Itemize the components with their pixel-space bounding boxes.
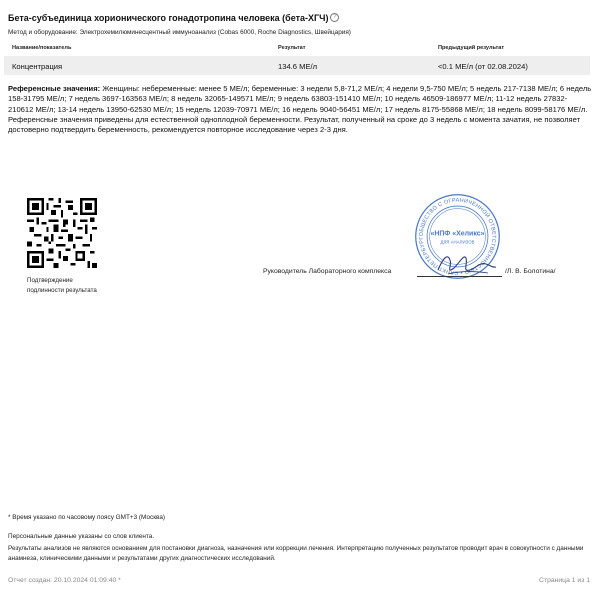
signer-name: /Л. В. Болотина/	[505, 268, 556, 275]
report-created: Отчет создан: 20.10.2024 01:09:40 *	[8, 577, 121, 584]
timezone-note: * Время указано по часовому поясу GMT+3 (Москва)	[8, 514, 166, 521]
qr-caption-line1: Подтверждение	[27, 277, 73, 284]
personal-data-note: Персональные данные указаны со слов клиента.	[8, 533, 155, 540]
help-icon[interactable]: ?	[330, 13, 339, 22]
qr-caption	[27, 276, 97, 295]
stamp-center-text: «НПФ «Хеликс»	[430, 230, 485, 238]
report-title-text: Бета-субъединица хорионического гонадотропина человека (бета-ХГЧ)	[8, 13, 329, 23]
signature-line	[417, 276, 502, 277]
table-row	[4, 56, 590, 75]
header-previous: Предыдущий результат	[438, 45, 505, 51]
signature-icon	[430, 248, 500, 278]
disclaimer: Результаты анализов не являются основанием для постановки диагноза, назначения или коррекции лечения. Интерпретацию полученных результатов проводит врач в совокупности с данными анамнеза, клиническими данными и результатами других диагностических исследований.	[8, 545, 584, 562]
stamp-outer-text: ОБЩЕСТВО С ОГРАНИЧЕННОЙ ОТВЕТСТВЕННОСТЬЮ • САНКТ-ПЕТЕРБУРГ	[418, 197, 497, 276]
signer-role: Руководитель Лабораторного комплекса	[263, 268, 392, 275]
row-result: 134.6 МЕ/л	[278, 62, 318, 71]
row-name: Концентрация	[12, 62, 63, 71]
method-info: Метод и оборудование: Электрохемилюминесцентный иммуноанализ (Cobas 6000, Roche Diagnostics, Швейцария)	[8, 29, 351, 36]
results-table-header	[8, 45, 590, 54]
reference-label: Референсные значения:	[8, 84, 101, 93]
stamp-center-sub: ДЛЯ АНАЛИЗОВ	[440, 239, 475, 245]
header-result: Результат	[278, 45, 306, 51]
reference-text: Женщины: небеременные: менее 5 МЕ/л; беременные: 3 недели 5,8-71,2 МЕ/л; 4 недели 9,5-750 МЕ/л; 5 недель 217-7138 МЕ/л; 6 недель 158-31795 МЕ/л; 7 недель 3697-163563 МЕ/л; 8 недель 32065-149571 МЕ/л; 9 недель 63803-151410 МЕ/л; 10 недель 46509-186977 МЕ/л; 11-12 недель 27832-210612 МЕ/л; 13-14 недель 13950-62530 МЕ/л; 15 недель 12039-70971 МЕ/л; 16 недель 9040-56451 МЕ/л; 17 недель 8175-55868 МЕ/л; 18 недель 8099-58176 МЕ/л. Референсные значения приведены для естественной одноплодной беременности. Результат, полученный на сроке до 3 недель с момента зачатия, не позволяет достоверно подтвердить беременность, рекомендуется повторное исследование через 2-3 дня.	[8, 84, 592, 135]
page-number: Страница 1 из 1	[539, 577, 590, 584]
header-name: Название/показатель	[12, 45, 72, 51]
report-title	[8, 13, 339, 23]
qr-caption-line2: подлинности результата	[27, 286, 97, 294]
row-previous: <0.1 МЕ/л (от 02.08.2024)	[438, 62, 528, 71]
reference-values	[8, 84, 592, 135]
qr-code-icon[interactable]	[27, 198, 97, 268]
